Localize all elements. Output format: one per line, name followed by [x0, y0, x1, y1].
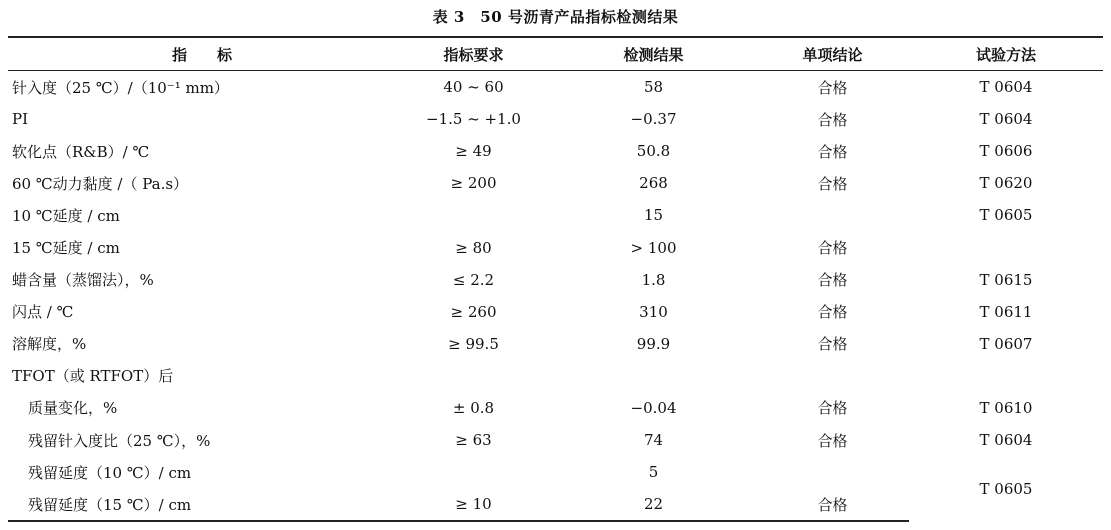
row-method: T 0615: [979, 270, 1033, 289]
row-conclusion: 合格: [817, 174, 848, 193]
row-requirement: ≥ 260: [450, 302, 497, 321]
row-result: −0.04: [630, 398, 677, 417]
header-method: 试验方法: [909, 37, 1103, 71]
header-conclusion: 单项结论: [756, 37, 909, 71]
row-requirement: ≥ 80: [455, 238, 492, 257]
table-caption: 表 3 50 号沥青产品指标检测结果: [432, 8, 679, 26]
row-conclusion: [756, 456, 909, 488]
row-requirement: 40 ~ 60: [443, 78, 504, 97]
row-conclusion: 合格: [756, 488, 909, 521]
row-result: 15: [643, 206, 664, 225]
table-row: [8, 103, 1103, 135]
row-method: T 0605: [979, 206, 1033, 225]
asphalt-test-results-table: [8, 36, 1103, 522]
row-item: 60 ℃动力黏度 /（ Pa.s）: [12, 174, 189, 193]
table-row: [8, 71, 1103, 104]
row-method: T 0611: [979, 302, 1033, 321]
row-requirement: ≥ 49: [455, 142, 492, 161]
header-requirement: 指标要求: [396, 37, 551, 71]
row-item: 软化点（R&B）/ ℃: [12, 142, 150, 161]
row-conclusion: 合格: [817, 431, 848, 450]
row-conclusion: 合格: [817, 78, 848, 97]
table-header-row: [8, 37, 1103, 71]
row-result: 310: [639, 302, 668, 321]
row-method: T 0606: [979, 142, 1033, 161]
row-conclusion: 合格: [817, 335, 848, 354]
row-requirement: ≤ 2.2: [452, 270, 495, 289]
row-conclusion: [756, 199, 909, 231]
row-method: T 0604: [979, 110, 1033, 129]
row-method: [909, 231, 1103, 263]
row-item: 针入度（25 ℃）/（10⁻¹ mm）: [12, 78, 229, 97]
row-requirement: −1.5 ~ +1.0: [426, 110, 521, 129]
row-result: 5: [648, 463, 659, 482]
row-requirement: [396, 360, 551, 392]
row-method: [909, 360, 1103, 392]
row-result: 74: [643, 431, 664, 450]
row-item: 残留延度（10 ℃）/ cm: [28, 463, 192, 482]
row-item: TFOT（或 RTFOT）后: [12, 367, 174, 386]
table-row: [8, 167, 1103, 199]
row-result: 99.9: [636, 334, 671, 353]
row-requirement: [396, 456, 551, 488]
header-result: 检测结果: [551, 37, 756, 71]
row-item: 15 ℃延度 / cm: [12, 239, 120, 258]
row-conclusion: 合格: [817, 142, 848, 161]
row-result: 58: [643, 78, 664, 97]
row-requirement: [396, 199, 551, 231]
row-item: 残留针入度比（25 ℃），%: [28, 431, 211, 450]
row-result: 22: [551, 488, 756, 521]
row-method: T 0604: [979, 431, 1033, 450]
row-item: 残留延度（15 ℃）/ cm: [8, 488, 396, 521]
row-method: T 0610: [979, 398, 1033, 417]
table-group-row: [8, 360, 1103, 392]
table-row: [8, 424, 1103, 456]
row-requirement: ≥ 63: [455, 431, 492, 450]
row-item: PI: [12, 110, 29, 129]
table-row: [8, 231, 1103, 263]
table-row: [8, 296, 1103, 328]
row-item: 蜡含量（蒸馏法），%: [12, 271, 154, 290]
row-requirement: ± 0.8: [452, 398, 495, 417]
row-result: [551, 360, 756, 392]
row-conclusion: 合格: [817, 399, 848, 418]
row-method: T 0620: [979, 174, 1033, 193]
row-conclusion: 合格: [817, 239, 848, 258]
row-requirement: ≥ 99.5: [448, 334, 499, 353]
row-item: 闪点 / ℃: [12, 303, 74, 322]
row-conclusion: 合格: [817, 271, 848, 290]
row-result: −0.37: [630, 110, 677, 129]
table-row: [8, 392, 1103, 424]
row-conclusion: 合格: [817, 303, 848, 322]
row-result: > 100: [630, 238, 677, 257]
row-requirement: ≥ 200: [450, 174, 497, 193]
table-row: [8, 456, 1103, 488]
row-requirement: ≥ 10: [396, 488, 551, 521]
row-item: 质量变化，%: [28, 399, 118, 418]
row-item: 溶解度，%: [12, 335, 87, 354]
table-row: [8, 135, 1103, 167]
row-item: 10 ℃延度 / cm: [12, 206, 120, 225]
table-row: [8, 264, 1103, 296]
table-row: [8, 328, 1103, 360]
row-method: T 0607: [979, 334, 1033, 353]
row-method-merged: T 0605: [979, 479, 1033, 498]
row-method: T 0604: [979, 78, 1033, 97]
row-result: 268: [639, 174, 668, 193]
row-conclusion: [756, 360, 909, 392]
header-indicator: 指 标: [8, 37, 396, 71]
row-result: 50.8: [636, 142, 671, 161]
row-conclusion: 合格: [817, 110, 848, 129]
row-result: 1.8: [641, 270, 666, 289]
table-row: [8, 199, 1103, 231]
